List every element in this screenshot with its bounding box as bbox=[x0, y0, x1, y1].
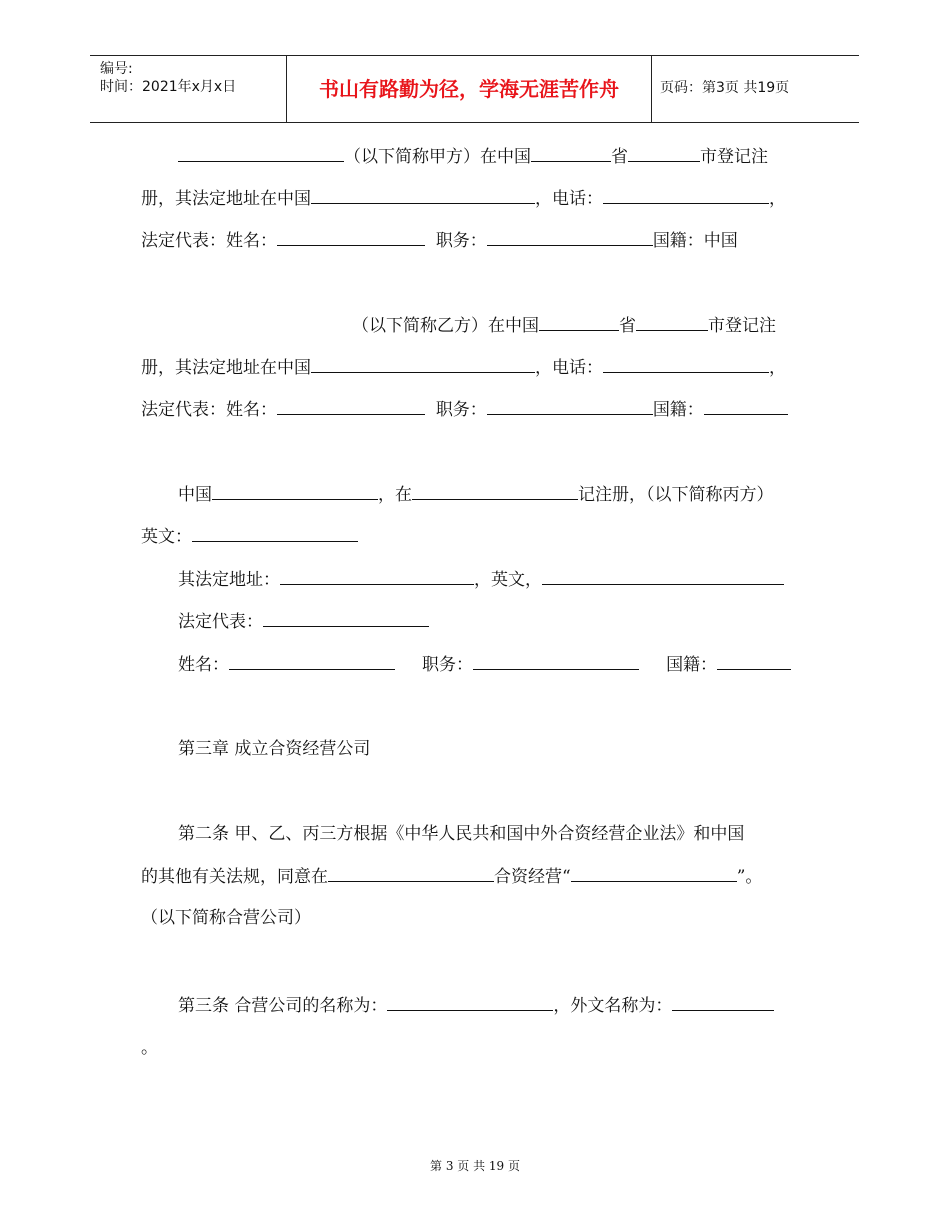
text: ，电话： bbox=[535, 358, 603, 378]
text: （以下简称甲方）在中国 bbox=[344, 147, 531, 167]
blank-field[interactable] bbox=[212, 482, 378, 500]
article-2-line-3: （以下简称合营公司） bbox=[141, 908, 311, 928]
text: 职务： bbox=[435, 231, 487, 251]
text: 市登记注 bbox=[700, 147, 768, 167]
text: 职务： bbox=[435, 400, 487, 420]
text: 册，其法定地址在中国 bbox=[141, 189, 311, 209]
blank-field[interactable] bbox=[539, 313, 619, 331]
page-info: 页码：第3页 共19页 bbox=[660, 80, 790, 96]
text: 省 bbox=[619, 316, 636, 336]
party-a-line-3 bbox=[141, 228, 738, 253]
party-c-line-3 bbox=[178, 567, 784, 592]
header-motto-cell bbox=[286, 56, 652, 122]
blank-field[interactable] bbox=[178, 144, 344, 162]
chapter-heading: 第三章 成立合资经营公司 bbox=[178, 739, 371, 759]
text: 国籍： bbox=[652, 400, 704, 420]
blank-field[interactable] bbox=[672, 993, 774, 1011]
text: 市登记注 bbox=[708, 316, 776, 336]
text: （以下简称乙方）在中国 bbox=[352, 316, 539, 336]
text: ，在 bbox=[378, 485, 412, 505]
party-a-line-2 bbox=[141, 186, 786, 211]
text: ”。 bbox=[736, 867, 763, 887]
blank-field[interactable] bbox=[311, 355, 535, 373]
text: 职务： bbox=[422, 655, 474, 675]
text: 法定代表： bbox=[178, 612, 263, 632]
party-b-line-3 bbox=[141, 397, 788, 422]
blank-field[interactable] bbox=[542, 567, 784, 585]
code-label: 编号: bbox=[100, 61, 133, 77]
blank-field[interactable] bbox=[717, 652, 791, 670]
party-b-line-1 bbox=[352, 313, 776, 338]
party-c-line-1 bbox=[178, 482, 774, 507]
blank-field[interactable] bbox=[636, 313, 708, 331]
text: ，英文， bbox=[474, 570, 542, 590]
text: 姓名： bbox=[178, 655, 229, 675]
party-c-line-2 bbox=[141, 524, 358, 549]
blank-field[interactable] bbox=[277, 397, 425, 415]
blank-field[interactable] bbox=[263, 609, 429, 627]
motto: 书山有路勤为径，学海无涯苦作舟 bbox=[319, 77, 619, 101]
blank-field[interactable] bbox=[603, 186, 769, 204]
party-c-line-5 bbox=[178, 652, 791, 677]
party-c-line-4 bbox=[178, 609, 429, 634]
blank-field[interactable] bbox=[277, 228, 425, 246]
blank-field[interactable] bbox=[704, 397, 788, 415]
text: 第三条 合营公司的名称为： bbox=[178, 996, 388, 1016]
text: ， bbox=[769, 358, 786, 378]
article-3-line-2: 。 bbox=[141, 1038, 158, 1058]
article-3-line-1 bbox=[178, 993, 774, 1018]
text: 国籍： bbox=[666, 655, 718, 675]
text: 省 bbox=[611, 147, 628, 167]
party-a-line-1 bbox=[178, 144, 768, 169]
text: 国籍：中国 bbox=[652, 231, 738, 251]
header-meta bbox=[90, 56, 286, 122]
document-header bbox=[90, 55, 859, 123]
text: 的其他有关法规，同意在 bbox=[141, 867, 328, 887]
blank-field[interactable] bbox=[229, 652, 395, 670]
text: 法定代表：姓名： bbox=[141, 231, 277, 251]
text: 中国 bbox=[178, 485, 212, 505]
text: ， bbox=[769, 189, 786, 209]
blank-field[interactable] bbox=[328, 864, 494, 882]
blank-field[interactable] bbox=[487, 397, 653, 415]
blank-field[interactable] bbox=[311, 186, 535, 204]
text: 英文： bbox=[141, 527, 192, 547]
text: ，电话： bbox=[535, 189, 603, 209]
text: 合资经营“ bbox=[494, 867, 571, 887]
blank-field[interactable] bbox=[628, 144, 700, 162]
blank-field[interactable] bbox=[387, 993, 553, 1011]
blank-field[interactable] bbox=[531, 144, 611, 162]
text: 册，其法定地址在中国 bbox=[141, 358, 311, 378]
text: ，外文名称为： bbox=[553, 996, 673, 1016]
blank-field[interactable] bbox=[280, 567, 474, 585]
page-footer: 第 3 页 共 19 页 bbox=[430, 1159, 520, 1173]
article-2-line-1: 第二条 甲、乙、丙三方根据《中华人民共和国中外合资经营企业法》和中国 bbox=[178, 824, 745, 844]
party-b-line-2 bbox=[141, 355, 786, 380]
article-2-line-2 bbox=[141, 864, 762, 889]
blank-field[interactable] bbox=[192, 524, 358, 542]
blank-field[interactable] bbox=[571, 864, 737, 882]
time-label: 时间：2021年x月x日 bbox=[100, 79, 237, 95]
blank-field[interactable] bbox=[487, 228, 653, 246]
blank-field[interactable] bbox=[603, 355, 769, 373]
text: 法定代表：姓名： bbox=[141, 400, 277, 420]
text: 记注册，（以下简称丙方） bbox=[578, 485, 774, 505]
blank-field[interactable] bbox=[473, 652, 639, 670]
text: 其法定地址： bbox=[178, 570, 280, 590]
blank-field[interactable] bbox=[412, 482, 578, 500]
